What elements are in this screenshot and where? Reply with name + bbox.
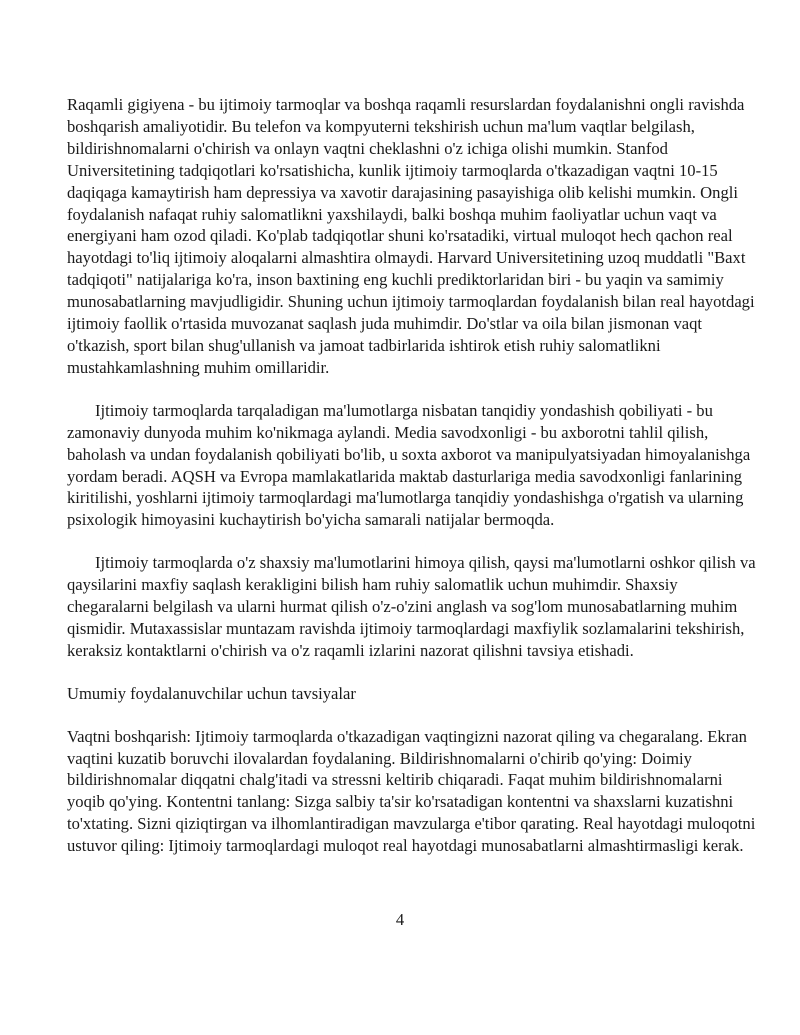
paragraph-digital-hygiene: Raqamli gigiyena - bu ijtimoiy tarmoqlar va boshqa raqamli resurslardan foydalanishni ongli ravishda boshqarish amaliyotidir. Bu telefon va kompyuterni tekshirish uchun ma'lum vaqtlar belgilash, bildirishnomalarni o'chirish va onlayn vaqtni cheklashni o'z ichiga olishi mumkin. Stanfod Universitetining tadqiqotlari ko'rsatishicha, kunlik ijtimoiy tarmoqlarda o'tkazadigan vaqtni 10-15 daqiqaga kamaytirish ham depressiya va xavotir darajasining pasayishiga olib kelishi mumkin. Ongli foydalanish nafaqat ruhiy salomatlikni yaxshilaydi, balki boshqa muhim faoliyatlar uchun vaqt va energiyani ham ozod qiladi. Ko'plab tadqiqotlar shuni ko'rsatadiki, virtual muloqot hech qachon real hayotdagi to'liq ijtimoiy aloqalarni almashtira olmaydi. Harvard Universitetining uzoq muddatli "Baxt tadqiqoti" natijalariga ko'ra, inson baxtining eng kuchli prediktorlaridan biri - bu yaqin va samimiy munosabatlarning mavjudligidir. Shuning uchun ijtimoiy tarmoqlardan foydalanish bilan real hayotdagi ijtimoiy faollik o'rtasida muvozanat saqlash juda muhimdir. Do'stlar va oila bilan jismonan vaqt o'tkazish, sport bilan shug'ullanish va jamoat tadbirlarida ishtirok etish ruhiy salomatlikni mustahkamlashning muhim omillaridir. bbox=[67, 95, 755, 377]
paragraph-recommendations: Vaqtni boshqarish: Ijtimoiy tarmoqlarda o'tkazadigan vaqtingizni nazorat qiling va chegaralang. Ekran vaqtini kuzatib boruvchi ilovalardan foydalaning. Bildirishnomalarni o'chirib qo'ying: Doimiy bildirishnomalar diqqatni chalg'itadi va stressni keltirib chiqaradi. Faqat muhim bildirishnomalarni yoqib qo'ying. Kontentni tanlang: Sizga salbiy ta'sir ko'rsatadigan kontentni va shaxslarni kuzatishni to'xtating. Sizni qiziqtirgan va ilhomlantiradigan mavzularga e'tibor qarating. Real hayotdagi muloqotni ustuvor qiling: Ijtimoiy tarmoqlardagi muloqot real hayotdagi munosabatlarni almashtirmasligi kerak. bbox=[67, 726, 756, 856]
page-number: 4 bbox=[395, 910, 405, 929]
paragraph-privacy: Ijtimoiy tarmoqlarda o'z shaxsiy ma'lumotlarini himoya qilish, qaysi ma'lumotlarni oshkor qilish va qaysilarini maxfiy saqlash kerakligini bilish ham ruhiy salomatlik uchun muhimdir. Shaxsiy chegaralarni belgilash va ularni hurmat qilish o'z-o'zini anglash va sog'lom munosabatlarning muhim qismidir. Mutaxassislar muntazam ravishda ijtimoiy tarmoqlardagi maxfiylik sozlamalarini tekshirish, keraksiz kontaktlarni o'chirish va o'z raqamli izlarini nazorat qilishni tavsiya etishadi. bbox=[67, 553, 756, 660]
document-page bbox=[67, 94, 757, 878]
section-heading: Umumiy foydalanuvchilar uchun tavsiyalar bbox=[67, 683, 356, 703]
paragraph-media-literacy: Ijtimoiy tarmoqlarda tarqaladigan ma'lumotlarga nisbatan tanqidiy yondashish qobiliyati - bu zamonaviy dunyoda muhim ko'nikmaga aylandi. Media savodxonligi - bu axborotni tahlil qilish, baholash va undan foydalanish qobiliyati bo'lib, u soxta axborot va manipulyatsiyadan himoyalanishga yordam beradi. AQSH va Evropa mamlakatlarida maktab dasturlariga media savodxonligi fanlarining kiritilishi, yoshlarni ijtimoiy tarmoqlardagi ma'lumotlarga tanqidiy yondashishga o'rgatish va ularning psixologik himoyasini kuchaytirish bo'yicha samarali natijalar bermoqda. bbox=[67, 400, 751, 530]
